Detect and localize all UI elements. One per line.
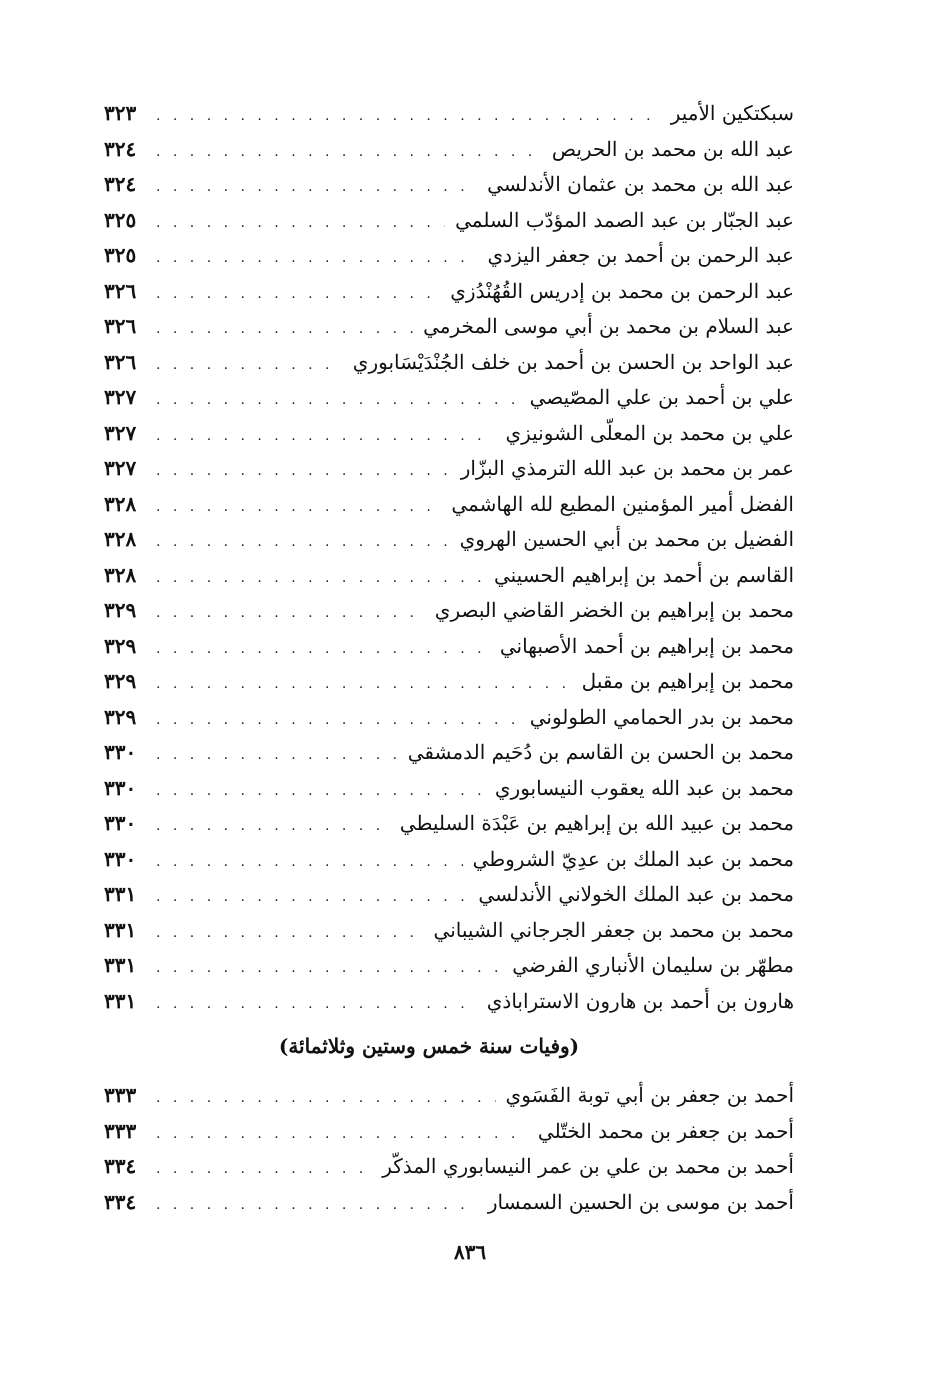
index-entry (104, 1149, 794, 1185)
index-entry (104, 380, 794, 416)
entry-name: عبد الرحمن بن محمد بن إدريس القُهُنْدُزي (450, 278, 794, 303)
entry-page-number: ٣٣١ (104, 882, 137, 906)
entry-page-number: ٣٣٣ (104, 1083, 137, 1107)
entry-name: أحمد بن موسى بن الحسين السمسار (487, 1189, 794, 1214)
index-entry (104, 877, 794, 913)
entry-name: عبد الله بن محمد بن الحريص (551, 136, 794, 161)
entry-page-number: ٣٢٧ (104, 385, 137, 409)
index-entry (104, 735, 794, 771)
entry-page-number: ٣٢٩ (104, 598, 137, 622)
entry-page-number: ٣٢٧ (104, 456, 137, 480)
entry-page-number: ٣٢٣ (104, 101, 137, 125)
index-entry (104, 451, 794, 487)
entry-page-number: ٣٢٨ (104, 562, 137, 587)
entry-name: عبد الرحمن بن أحمد بن جعفر اليزدي (487, 243, 794, 267)
dot-leader (156, 916, 424, 952)
dot-leader (156, 596, 425, 632)
index-entry (104, 700, 794, 736)
dot-leader (156, 206, 445, 242)
index-entry (104, 1078, 794, 1114)
entry-page-number: ٣٣١ (104, 917, 137, 942)
index-entry (104, 984, 794, 1020)
index-entry (104, 593, 794, 629)
dot-leader (156, 135, 542, 171)
entry-name: عبد الله بن محمد بن عثمان الأندلسي (487, 172, 794, 196)
entry-name: محمد بن عبد الملك الخولاني الأندلسي (478, 882, 794, 906)
index-entry (104, 96, 794, 132)
entry-page-number: ٣٢٦ (104, 314, 137, 338)
index-entry (104, 522, 794, 558)
index-entry (104, 806, 794, 842)
entry-page-number: ٣٣١ (104, 953, 137, 977)
entry-page-number: ٣٢٦ (104, 349, 137, 374)
index-entry (104, 913, 794, 949)
index-entry (104, 416, 794, 452)
entry-page-number: ٣٣٠ (104, 775, 137, 800)
entry-page-number: ٣٢٦ (104, 278, 137, 303)
entry-page-number: ٣٢٩ (104, 669, 137, 693)
index-entry (104, 345, 794, 381)
entry-name: القاسم بن أحمد بن إبراهيم الحسيني (493, 562, 794, 587)
entry-name: الفضل أمير المؤمنين المطيع لله الهاشمي (451, 491, 794, 516)
entry-name: الفضيل بن محمد بن أبي الحسين الهروي (459, 527, 794, 551)
entry-page-number: ٣٣٠ (104, 811, 137, 835)
entry-name: محمد بن عبد الله يعقوب النيسابوري (494, 775, 794, 800)
index-entry (104, 771, 794, 807)
entry-name: عبد السلام بن محمد بن أبي موسى المخرمي (423, 314, 794, 338)
entry-page-number: ٣٢٨ (104, 527, 137, 551)
entry-page-number: ٣٣٠ (104, 740, 137, 764)
dot-leader (156, 454, 451, 490)
entry-name: علي بن محمد بن المعلّى الشونيزي (505, 420, 794, 445)
index-entry (104, 274, 794, 310)
entry-page-number: ٣٢٤ (104, 136, 137, 161)
entry-name: محمد بن الحسن بن القاسم بن دُحَيم الدمشقي (407, 740, 794, 764)
entry-name: هارون بن أحمد بن هارون الاستراباذي (486, 988, 794, 1013)
dot-leader (156, 1117, 528, 1153)
dot-leader (156, 1188, 478, 1224)
dot-leader (156, 667, 572, 703)
entry-page-number: ٣٣٣ (104, 1118, 137, 1143)
entry-name: سبكتكين الأمير (670, 101, 794, 125)
entry-page-number: ٣٣٤ (104, 1189, 137, 1214)
entry-page-number: ٣٢٥ (104, 243, 137, 267)
entry-page-number: ٣٢٩ (104, 704, 137, 729)
index-entry (104, 664, 794, 700)
entry-name: أحمد بن جعفر بن أبي توبة الفَسَوي (505, 1083, 794, 1107)
dot-leader (156, 490, 441, 526)
entry-name: أحمد بن محمد بن علي بن عمر النيسابوري المذكّر (382, 1154, 794, 1178)
dot-leader (156, 774, 485, 810)
dot-leader (156, 312, 413, 348)
dot-leader (156, 632, 490, 668)
index-list-first (104, 96, 794, 1019)
index-entry (104, 487, 794, 523)
dot-leader (156, 419, 495, 455)
dot-leader (156, 845, 463, 881)
entry-page-number: ٣٢٩ (104, 633, 137, 658)
index-entry (104, 558, 794, 594)
entry-page-number: ٣٣٤ (104, 1154, 137, 1178)
entry-page-number: ٣٣٠ (104, 846, 137, 871)
index-list-second (104, 1078, 794, 1220)
index-entry (104, 309, 794, 345)
page-number: ٨٣٦ (453, 1240, 487, 1264)
dot-leader (156, 170, 477, 206)
entry-name: محمد بن محمد بن جعفر الجرجاني الشيباني (433, 917, 794, 942)
entry-page-number: ٣٢٥ (104, 207, 137, 232)
dot-leader (156, 383, 520, 419)
entry-name: مطهّر بن سليمان الأنباري الفرضي (512, 953, 794, 977)
dot-leader (156, 987, 477, 1023)
entry-name: محمد بن إبراهيم بن الخضر القاضي البصري (434, 598, 794, 622)
dot-leader (156, 703, 520, 739)
dot-leader (156, 1081, 496, 1117)
entry-name: محمد بن إبراهيم بن أحمد الأصبهاني (499, 633, 794, 658)
dot-leader (156, 738, 398, 774)
entry-name: عبد الجبّار بن عبد الصمد المؤدّب السلمي (455, 207, 794, 232)
dot-leader (156, 241, 478, 277)
entry-name: أحمد بن جعفر بن محمد الختّلي (537, 1118, 794, 1143)
index-entry (104, 167, 794, 203)
dot-leader (156, 809, 390, 845)
entry-page-number: ٣٢٨ (104, 491, 137, 516)
index-entry (104, 629, 794, 665)
entry-name: علي بن أحمد بن علي المصّيصي (529, 385, 794, 409)
dot-leader (156, 277, 440, 313)
dot-leader (156, 880, 468, 916)
index-entry (104, 203, 794, 239)
index-entry (104, 1185, 794, 1221)
dot-leader (156, 1152, 372, 1188)
index-entry (104, 948, 794, 984)
dot-leader (156, 525, 450, 561)
entry-name: محمد بن عبيد الله بن إبراهيم بن عَبْدَة السليطي (399, 811, 794, 835)
entry-page-number: ٣٢٧ (104, 420, 137, 445)
section-heading: (وفيات سنة خمس وستين وثلاثمائة) (278, 1034, 580, 1058)
dot-leader (156, 348, 343, 384)
entry-page-number: ٣٢٤ (104, 172, 137, 196)
index-entry (104, 842, 794, 878)
entry-name: محمد بن إبراهيم بن مقبل (581, 669, 794, 693)
dot-leader (156, 951, 502, 987)
index-entry (104, 132, 794, 168)
entry-name: محمد بن بدر الحمامي الطولوني (529, 704, 794, 729)
dot-leader (156, 561, 484, 597)
entry-page-number: ٣٣١ (104, 988, 137, 1013)
entry-name: محمد بن عبد الملك بن عدِيّ الشروطي (472, 846, 794, 871)
index-entry (104, 238, 794, 274)
dot-leader (156, 99, 661, 135)
index-entry (104, 1114, 794, 1150)
entry-name: عمر بن محمد بن عبد الله الترمذي البزّار (460, 456, 794, 480)
entry-name: عبد الواحد بن الحسن بن أحمد بن خلف الجُنْدَيْسَابوري (352, 349, 794, 374)
